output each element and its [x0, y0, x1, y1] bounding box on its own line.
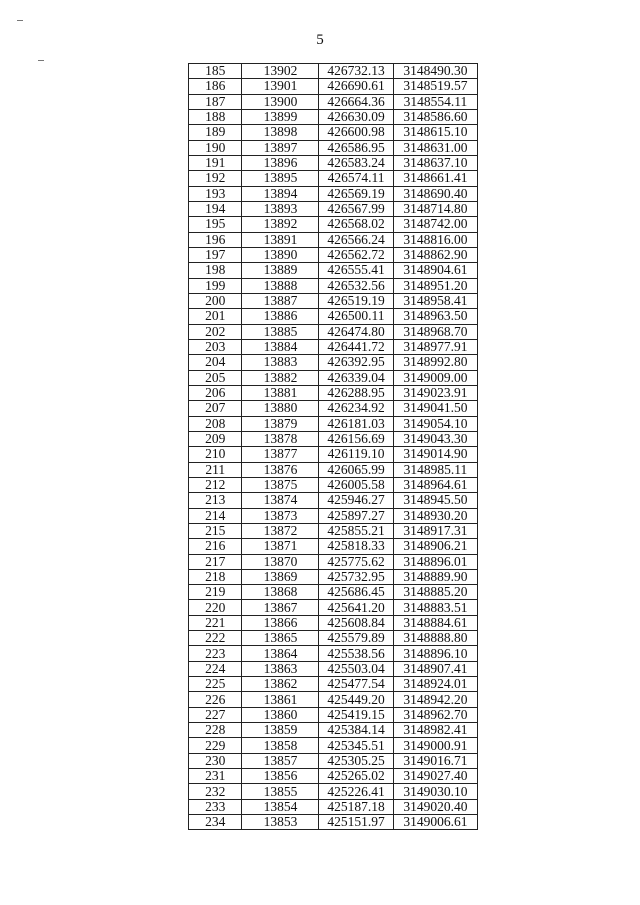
table-row: [189, 278, 478, 293]
point-id-cell: 13888: [242, 278, 319, 293]
x-coordinate-cell: 425686.45: [319, 585, 393, 600]
table-row: [189, 64, 478, 79]
point-id-cell: 13902: [242, 64, 319, 79]
row-number-cell: 219: [189, 585, 242, 600]
y-coordinate-cell: 3149043.30: [393, 431, 477, 446]
table-row: [189, 493, 478, 508]
row-number-cell: 187: [189, 94, 242, 109]
table-row: [189, 477, 478, 492]
x-coordinate-cell: 425855.21: [319, 523, 393, 538]
x-coordinate-cell: 426005.58: [319, 477, 393, 492]
table-row: [189, 232, 478, 247]
point-id-cell: 13856: [242, 769, 319, 784]
point-id-cell: 13894: [242, 186, 319, 201]
row-number-cell: 206: [189, 385, 242, 400]
y-coordinate-cell: 3148906.21: [393, 539, 477, 554]
table-row: [189, 692, 478, 707]
table-row: [189, 355, 478, 370]
row-number-cell: 231: [189, 769, 242, 784]
row-number-cell: 207: [189, 401, 242, 416]
y-coordinate-cell: 3148490.30: [393, 64, 477, 79]
y-coordinate-cell: 3148964.61: [393, 477, 477, 492]
table-row: [189, 600, 478, 615]
x-coordinate-cell: 426181.03: [319, 416, 393, 431]
row-number-cell: 200: [189, 293, 242, 308]
y-coordinate-cell: 3148896.10: [393, 646, 477, 661]
y-coordinate-cell: 3149041.50: [393, 401, 477, 416]
x-coordinate-cell: 426339.04: [319, 370, 393, 385]
y-coordinate-cell: 3148942.20: [393, 692, 477, 707]
point-id-cell: 13865: [242, 631, 319, 646]
point-id-cell: 13866: [242, 615, 319, 630]
row-number-cell: 209: [189, 431, 242, 446]
y-coordinate-cell: 3149020.40: [393, 799, 477, 814]
point-id-cell: 13874: [242, 493, 319, 508]
x-coordinate-cell: 426664.36: [319, 94, 393, 109]
table-row: [189, 309, 478, 324]
x-coordinate-cell: 426567.99: [319, 201, 393, 216]
point-id-cell: 13879: [242, 416, 319, 431]
row-number-cell: 232: [189, 784, 242, 799]
x-coordinate-cell: 426574.11: [319, 171, 393, 186]
row-number-cell: 225: [189, 677, 242, 692]
x-coordinate-cell: 426065.99: [319, 462, 393, 477]
x-coordinate-cell: 425946.27: [319, 493, 393, 508]
x-coordinate-cell: 426600.98: [319, 125, 393, 140]
y-coordinate-cell: 3149006.61: [393, 815, 477, 830]
point-id-cell: 13899: [242, 109, 319, 124]
x-coordinate-cell: 425449.20: [319, 692, 393, 707]
x-coordinate-cell: 426474.80: [319, 324, 393, 339]
row-number-cell: 205: [189, 370, 242, 385]
y-coordinate-cell: 3148896.01: [393, 554, 477, 569]
x-coordinate-cell: 425151.97: [319, 815, 393, 830]
point-id-cell: 13892: [242, 217, 319, 232]
scan-mark: [38, 60, 44, 61]
y-coordinate-cell: 3148889.90: [393, 569, 477, 584]
row-number-cell: 228: [189, 723, 242, 738]
table-row: [189, 799, 478, 814]
point-id-cell: 13853: [242, 815, 319, 830]
y-coordinate-cell: 3148554.11: [393, 94, 477, 109]
row-number-cell: 198: [189, 263, 242, 278]
point-id-cell: 13855: [242, 784, 319, 799]
point-id-cell: 13875: [242, 477, 319, 492]
y-coordinate-cell: 3149054.10: [393, 416, 477, 431]
x-coordinate-cell: 426500.11: [319, 309, 393, 324]
x-coordinate-cell: 425384.14: [319, 723, 393, 738]
y-coordinate-cell: 3148816.00: [393, 232, 477, 247]
row-number-cell: 218: [189, 569, 242, 584]
table-row: [189, 94, 478, 109]
y-coordinate-cell: 3148742.00: [393, 217, 477, 232]
x-coordinate-cell: 426288.95: [319, 385, 393, 400]
table-row: [189, 263, 478, 278]
x-coordinate-cell: 425897.27: [319, 508, 393, 523]
x-coordinate-cell: 425305.25: [319, 753, 393, 768]
table-row: [189, 140, 478, 155]
y-coordinate-cell: 3149014.90: [393, 447, 477, 462]
x-coordinate-cell: 425732.95: [319, 569, 393, 584]
x-coordinate-cell: 426583.24: [319, 155, 393, 170]
table-row: [189, 109, 478, 124]
x-coordinate-cell: 425187.18: [319, 799, 393, 814]
y-coordinate-cell: 3148714.80: [393, 201, 477, 216]
y-coordinate-cell: 3148631.00: [393, 140, 477, 155]
row-number-cell: 196: [189, 232, 242, 247]
coordinates-table: [188, 63, 478, 830]
x-coordinate-cell: 425477.54: [319, 677, 393, 692]
x-coordinate-cell: 426568.02: [319, 217, 393, 232]
table-row: [189, 401, 478, 416]
table-row: [189, 508, 478, 523]
row-number-cell: 186: [189, 79, 242, 94]
table-row: [189, 646, 478, 661]
table-row: [189, 769, 478, 784]
row-number-cell: 190: [189, 140, 242, 155]
point-id-cell: 13889: [242, 263, 319, 278]
row-number-cell: 213: [189, 493, 242, 508]
point-id-cell: 13882: [242, 370, 319, 385]
y-coordinate-cell: 3148884.61: [393, 615, 477, 630]
x-coordinate-cell: 425503.04: [319, 661, 393, 676]
point-id-cell: 13895: [242, 171, 319, 186]
row-number-cell: 210: [189, 447, 242, 462]
x-coordinate-cell: 426156.69: [319, 431, 393, 446]
y-coordinate-cell: 3148862.90: [393, 247, 477, 262]
row-number-cell: 224: [189, 661, 242, 676]
point-id-cell: 13854: [242, 799, 319, 814]
point-id-cell: 13868: [242, 585, 319, 600]
point-id-cell: 13873: [242, 508, 319, 523]
point-id-cell: 13871: [242, 539, 319, 554]
y-coordinate-cell: 3149027.40: [393, 769, 477, 784]
y-coordinate-cell: 3148962.70: [393, 707, 477, 722]
table-row: [189, 186, 478, 201]
y-coordinate-cell: 3148907.41: [393, 661, 477, 676]
point-id-cell: 13898: [242, 125, 319, 140]
row-number-cell: 203: [189, 339, 242, 354]
table-row: [189, 431, 478, 446]
x-coordinate-cell: 426119.10: [319, 447, 393, 462]
x-coordinate-cell: 426555.41: [319, 263, 393, 278]
point-id-cell: 13887: [242, 293, 319, 308]
row-number-cell: 221: [189, 615, 242, 630]
row-number-cell: 194: [189, 201, 242, 216]
table-row: [189, 339, 478, 354]
table-row: [189, 585, 478, 600]
y-coordinate-cell: 3148985.11: [393, 462, 477, 477]
point-id-cell: 13878: [242, 431, 319, 446]
x-coordinate-cell: 426562.72: [319, 247, 393, 262]
point-id-cell: 13876: [242, 462, 319, 477]
table-row: [189, 815, 478, 830]
y-coordinate-cell: 3148982.41: [393, 723, 477, 738]
point-id-cell: 13857: [242, 753, 319, 768]
row-number-cell: 208: [189, 416, 242, 431]
y-coordinate-cell: 3148977.91: [393, 339, 477, 354]
row-number-cell: 226: [189, 692, 242, 707]
y-coordinate-cell: 3148883.51: [393, 600, 477, 615]
row-number-cell: 199: [189, 278, 242, 293]
x-coordinate-cell: 425579.89: [319, 631, 393, 646]
x-coordinate-cell: 425419.15: [319, 707, 393, 722]
row-number-cell: 191: [189, 155, 242, 170]
point-id-cell: 13881: [242, 385, 319, 400]
row-number-cell: 222: [189, 631, 242, 646]
table-row: [189, 247, 478, 262]
x-coordinate-cell: 426532.56: [319, 278, 393, 293]
x-coordinate-cell: 426441.72: [319, 339, 393, 354]
row-number-cell: 201: [189, 309, 242, 324]
x-coordinate-cell: 425538.56: [319, 646, 393, 661]
row-number-cell: 185: [189, 64, 242, 79]
row-number-cell: 227: [189, 707, 242, 722]
table-row: [189, 385, 478, 400]
table-row: [189, 125, 478, 140]
table-row: [189, 462, 478, 477]
table-row: [189, 631, 478, 646]
row-number-cell: 211: [189, 462, 242, 477]
x-coordinate-cell: 425818.33: [319, 539, 393, 554]
table-row: [189, 201, 478, 216]
y-coordinate-cell: 3148661.41: [393, 171, 477, 186]
y-coordinate-cell: 3148963.50: [393, 309, 477, 324]
table-row: [189, 79, 478, 94]
row-number-cell: 189: [189, 125, 242, 140]
point-id-cell: 13885: [242, 324, 319, 339]
row-number-cell: 204: [189, 355, 242, 370]
point-id-cell: 13869: [242, 569, 319, 584]
point-id-cell: 13861: [242, 692, 319, 707]
x-coordinate-cell: 426690.61: [319, 79, 393, 94]
point-id-cell: 13870: [242, 554, 319, 569]
x-coordinate-cell: 425345.51: [319, 738, 393, 753]
y-coordinate-cell: 3148690.40: [393, 186, 477, 201]
table-row: [189, 753, 478, 768]
row-number-cell: 220: [189, 600, 242, 615]
table-row: [189, 784, 478, 799]
row-number-cell: 223: [189, 646, 242, 661]
x-coordinate-cell: 425608.84: [319, 615, 393, 630]
point-id-cell: 13896: [242, 155, 319, 170]
y-coordinate-cell: 3148958.41: [393, 293, 477, 308]
row-number-cell: 202: [189, 324, 242, 339]
point-id-cell: 13860: [242, 707, 319, 722]
row-number-cell: 216: [189, 539, 242, 554]
table-row: [189, 615, 478, 630]
point-id-cell: 13862: [242, 677, 319, 692]
row-number-cell: 192: [189, 171, 242, 186]
y-coordinate-cell: 3149000.91: [393, 738, 477, 753]
table-row: [189, 324, 478, 339]
row-number-cell: 217: [189, 554, 242, 569]
row-number-cell: 230: [189, 753, 242, 768]
y-coordinate-cell: 3148992.80: [393, 355, 477, 370]
point-id-cell: 13893: [242, 201, 319, 216]
y-coordinate-cell: 3148904.61: [393, 263, 477, 278]
x-coordinate-cell: 425641.20: [319, 600, 393, 615]
y-coordinate-cell: 3148917.31: [393, 523, 477, 538]
row-number-cell: 197: [189, 247, 242, 262]
y-coordinate-cell: 3149009.00: [393, 370, 477, 385]
table-row: [189, 171, 478, 186]
y-coordinate-cell: 3148945.50: [393, 493, 477, 508]
row-number-cell: 215: [189, 523, 242, 538]
y-coordinate-cell: 3148885.20: [393, 585, 477, 600]
y-coordinate-cell: 3148951.20: [393, 278, 477, 293]
row-number-cell: 229: [189, 738, 242, 753]
y-coordinate-cell: 3148519.57: [393, 79, 477, 94]
point-id-cell: 13890: [242, 247, 319, 262]
row-number-cell: 234: [189, 815, 242, 830]
y-coordinate-cell: 3149016.71: [393, 753, 477, 768]
y-coordinate-cell: 3148637.10: [393, 155, 477, 170]
table-row: [189, 370, 478, 385]
x-coordinate-cell: 425265.02: [319, 769, 393, 784]
row-number-cell: 233: [189, 799, 242, 814]
table-row: [189, 738, 478, 753]
point-id-cell: 13901: [242, 79, 319, 94]
y-coordinate-cell: 3148586.60: [393, 109, 477, 124]
point-id-cell: 13886: [242, 309, 319, 324]
point-id-cell: 13880: [242, 401, 319, 416]
y-coordinate-cell: 3149023.91: [393, 385, 477, 400]
row-number-cell: 214: [189, 508, 242, 523]
x-coordinate-cell: 426392.95: [319, 355, 393, 370]
x-coordinate-cell: 425226.41: [319, 784, 393, 799]
table-row: [189, 523, 478, 538]
x-coordinate-cell: 426566.24: [319, 232, 393, 247]
y-coordinate-cell: 3148615.10: [393, 125, 477, 140]
table-row: [189, 554, 478, 569]
x-coordinate-cell: 426569.19: [319, 186, 393, 201]
x-coordinate-cell: 426519.19: [319, 293, 393, 308]
y-coordinate-cell: 3148924.01: [393, 677, 477, 692]
point-id-cell: 13859: [242, 723, 319, 738]
point-id-cell: 13864: [242, 646, 319, 661]
table-row: [189, 293, 478, 308]
point-id-cell: 13900: [242, 94, 319, 109]
point-id-cell: 13883: [242, 355, 319, 370]
x-coordinate-cell: 426234.92: [319, 401, 393, 416]
point-id-cell: 13877: [242, 447, 319, 462]
point-id-cell: 13858: [242, 738, 319, 753]
y-coordinate-cell: 3148968.70: [393, 324, 477, 339]
table-row: [189, 447, 478, 462]
table-row: [189, 723, 478, 738]
x-coordinate-cell: 426732.13: [319, 64, 393, 79]
table-row: [189, 569, 478, 584]
y-coordinate-cell: 3149030.10: [393, 784, 477, 799]
table-row: [189, 155, 478, 170]
x-coordinate-cell: 426630.09: [319, 109, 393, 124]
row-number-cell: 212: [189, 477, 242, 492]
coordinates-table-body: [189, 64, 478, 830]
row-number-cell: 193: [189, 186, 242, 201]
table-row: [189, 539, 478, 554]
table-row: [189, 416, 478, 431]
table-row: [189, 707, 478, 722]
point-id-cell: 13863: [242, 661, 319, 676]
table-row: [189, 677, 478, 692]
table-row: [189, 661, 478, 676]
page-number: 5: [316, 32, 324, 48]
point-id-cell: 13891: [242, 232, 319, 247]
row-number-cell: 188: [189, 109, 242, 124]
y-coordinate-cell: 3148930.20: [393, 508, 477, 523]
row-number-cell: 195: [189, 217, 242, 232]
scan-mark: [17, 20, 23, 21]
point-id-cell: 13884: [242, 339, 319, 354]
table-row: [189, 217, 478, 232]
point-id-cell: 13867: [242, 600, 319, 615]
y-coordinate-cell: 3148888.80: [393, 631, 477, 646]
point-id-cell: 13897: [242, 140, 319, 155]
x-coordinate-cell: 425775.62: [319, 554, 393, 569]
x-coordinate-cell: 426586.95: [319, 140, 393, 155]
point-id-cell: 13872: [242, 523, 319, 538]
